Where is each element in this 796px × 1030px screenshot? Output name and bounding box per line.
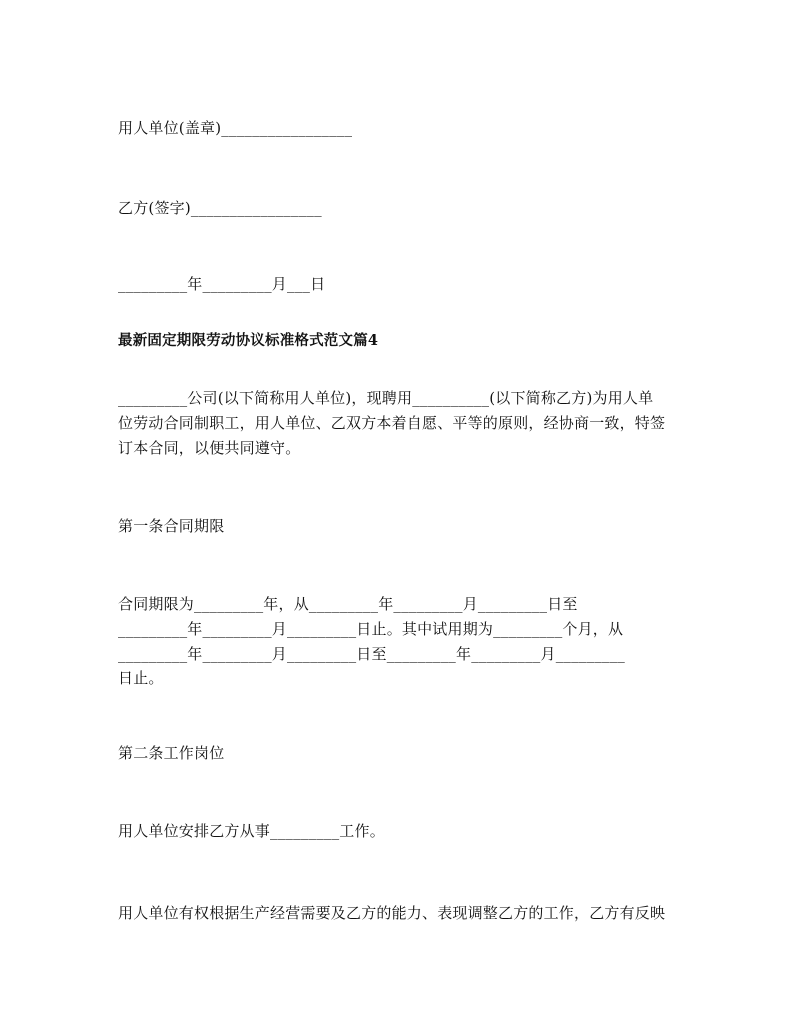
paragraph-line: _________公司(以下简称用人单位)，现聘用__________(以下简称乙方)为用人单 xyxy=(118,389,654,407)
signature-date-line: _________年_________月___日 xyxy=(118,275,326,293)
article-2-paragraph-1: 用人单位安排乙方从事_________工作。 xyxy=(118,822,385,840)
employer-seal-line: 用人单位(盖章)_________________ xyxy=(118,119,353,137)
paragraph-line: 日止。 xyxy=(118,669,164,687)
party-b-signature-line: 乙方(签字)_________________ xyxy=(118,199,322,217)
paragraph-line: 订本合同，以便共同遵守。 xyxy=(118,439,301,457)
paragraph-line: _________年_________月_________日止。其中试用期为_________个月，从 xyxy=(118,620,624,638)
section-title: 最新固定期限劳动协议标准格式范文篇4 xyxy=(118,332,379,349)
article-2-paragraph-2: 用人单位有权根据生产经营需要及乙方的能力、表现调整乙方的工作，乙方有反映 xyxy=(118,904,666,922)
article-2-title: 第二条工作岗位 xyxy=(118,744,225,762)
paragraph-line: _________年_________月_________日至_________年_________月_________ xyxy=(118,645,626,663)
paragraph-line: 合同期限为_________年，从_________年_________月_________日至 xyxy=(118,595,578,613)
article-1-title: 第一条合同期限 xyxy=(118,517,225,535)
paragraph-line: 位劳动合同制职工，用人单位、乙双方本着自愿、平等的原则，经协商一致，特签 xyxy=(118,414,666,432)
